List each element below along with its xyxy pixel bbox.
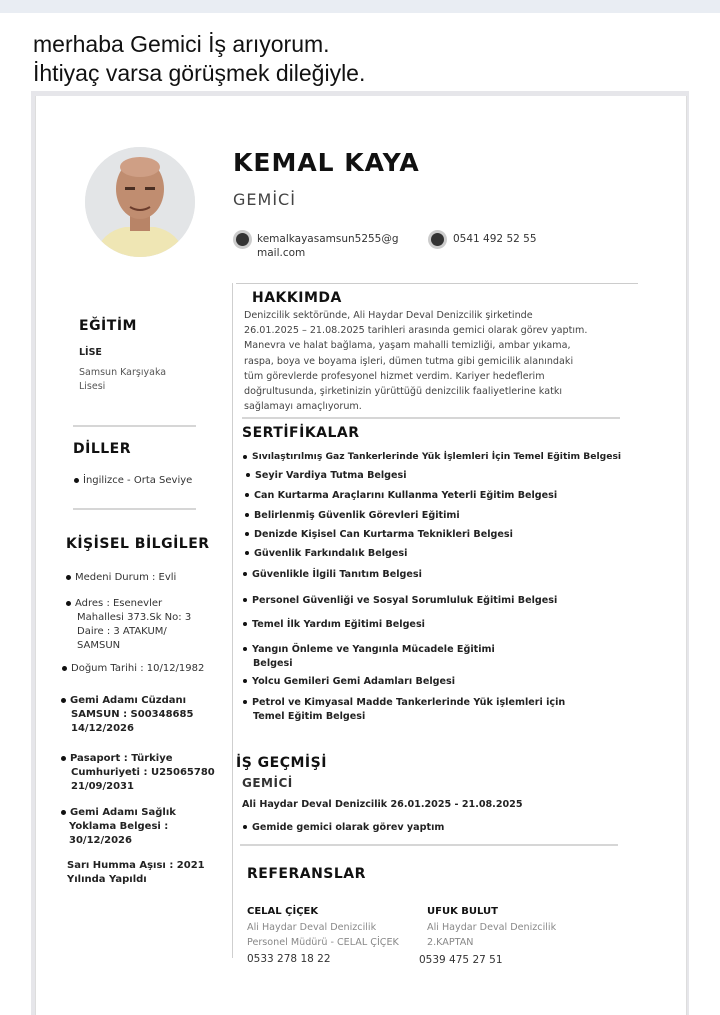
marital-status: [66, 571, 176, 585]
address-line-1: Adres : Esenevler: [75, 598, 163, 609]
certificate-item: [245, 528, 513, 542]
education-level: LİSE: [79, 347, 102, 358]
certificate-label: Personel Güvenliği ve Sosyal Sorumluluk Eğitimi Belgesi: [252, 595, 558, 606]
top-status-bar: [0, 0, 720, 13]
education-divider: [73, 425, 196, 427]
references-heading: REFERANSLAR: [247, 866, 366, 882]
reference-company: Ali Haydar Deval Denizcilik: [427, 922, 557, 933]
candidate-title: GEMİCİ: [233, 190, 296, 209]
bullet-icon: [243, 572, 247, 576]
seaman-book-line-3: 14/12/2026: [71, 723, 134, 734]
work-divider: [240, 844, 618, 846]
seaman-book-line-1: Gemi Adamı Cüzdanı: [70, 695, 187, 706]
vaccine-line-1: Sarı Humma Aşısı : 2021: [67, 860, 205, 871]
passport: [61, 752, 215, 794]
about-line: sağlamayı amaçlıyorum.: [244, 401, 362, 413]
about-line: raspa, boya ve boyama işleri, dümen tutma gibi gemicilik alanındaki: [244, 355, 574, 367]
about-line: tüm görevlerde profesyonel hizmet verdim. Kariyer hedeflerim: [244, 370, 545, 382]
reference-name: UFUK BULUT: [427, 906, 499, 917]
chat-message: [33, 30, 365, 88]
language-item: [74, 474, 192, 488]
work-role: GEMİCİ: [242, 776, 293, 790]
health-line-2: Yoklama Belgesi :: [69, 821, 169, 832]
certificate-label: Petrol ve Kimyasal Madde Tankerlerinde Yük işlemleri için: [252, 697, 566, 708]
languages-heading: DİLLER: [73, 441, 132, 457]
bullet-icon: [62, 666, 67, 671]
certificate-item: [243, 696, 565, 724]
bullet-icon: [245, 551, 249, 555]
bullet-icon: [246, 473, 250, 477]
work-duty: [243, 821, 444, 835]
reference-phone[interactable]: 0539 475 27 51: [419, 954, 503, 966]
candidate-name: KEMAL KAYA: [233, 148, 420, 177]
about-heading: HAKKIMDA: [252, 290, 342, 306]
passport-line-2: Cumhuriyeti : U25065780: [71, 767, 215, 778]
certificate-item: [243, 568, 422, 582]
certificate-label: Sıvılaştırılmış Gaz Tankerlerinde Yük İşlemleri İçin Temel Eğitim Belgesi: [252, 451, 622, 462]
certificate-label: Seyir Vardiya Tutma Belgesi: [255, 470, 407, 481]
health-line-3: 30/12/2026: [69, 835, 132, 846]
certificate-item: [243, 618, 425, 632]
school-line-2: Lisesi: [79, 381, 106, 392]
seaman-book: [61, 694, 193, 736]
phone-icon: [431, 233, 444, 246]
about-line: Denizcilik sektöründe, Ali Haydar Deval Denizcilik şirketinde: [244, 310, 533, 321]
work-heading: İŞ GEÇMİŞİ: [236, 755, 327, 771]
phone-number[interactable]: 0541 492 52 55: [453, 233, 537, 245]
certificate-item: [243, 643, 495, 671]
certificate-item: [243, 450, 621, 464]
bullet-icon: [243, 825, 247, 829]
message-line-2: İhtiyaç varsa görüşmek dileğiyle.: [33, 60, 366, 86]
reference-phone[interactable]: 0533 278 18 22: [247, 953, 331, 965]
bullet-icon: [245, 493, 249, 497]
certificate-item: [243, 594, 557, 608]
bullet-icon: [61, 698, 66, 703]
yellow-fever-vaccine: [67, 859, 205, 887]
bullet-icon: [61, 810, 66, 815]
seaman-book-line-2: SAMSUN : S00348685: [71, 709, 194, 720]
certificate-item: [245, 489, 557, 503]
column-divider: [232, 283, 233, 958]
about-line: doğrultusunda, şirketinizin yürüttüğü denizcilik faaliyetlerine katkı: [244, 386, 563, 398]
about-line: Manevra ve halat bağlama, yaşam mahalli temizliği, ambar yıkama,: [244, 340, 571, 352]
bullet-icon: [243, 700, 247, 704]
bullet-icon: [66, 601, 71, 606]
header-divider: [236, 283, 638, 284]
health-certificate: [61, 806, 176, 848]
work-company: Ali Haydar Deval Denizcilik 26.01.2025 - 21.08.2025: [242, 799, 523, 810]
certificate-label: Güvenlik Farkındalık Belgesi: [254, 548, 408, 559]
work-duty-label: Gemide gemici olarak görev yaptım: [252, 822, 445, 833]
reference-name: CELAL ÇİÇEK: [247, 906, 319, 917]
certificate-label: Can Kurtarma Araçlarını Kullanma Yeterli Eğitim Belgesi: [254, 490, 558, 501]
marital-label: Medeni Durum : Evli: [75, 572, 177, 583]
school-line-1: Samsun Karşıyaka: [79, 367, 167, 378]
passport-line-3: 21/09/2031: [71, 781, 134, 792]
languages-divider: [73, 508, 196, 510]
certificate-item: [243, 675, 455, 689]
health-line-1: Gemi Adamı Sağlık: [70, 807, 176, 818]
address: [66, 597, 191, 653]
education-school: [79, 366, 166, 394]
reference-company: Ali Haydar Deval Denizcilik: [247, 922, 377, 933]
certificate-item: [246, 469, 407, 483]
passport-line-1: Pasaport : Türkiye: [70, 753, 173, 764]
language-label: İngilizce - Orta Seviye: [83, 475, 193, 486]
address-line-4: SAMSUN: [77, 640, 121, 651]
bullet-icon: [243, 679, 247, 683]
message-line-1: merhaba Gemici İş arıyorum.: [33, 31, 330, 57]
about-line: 26.01.2025 – 21.08.2025 tarihleri arasında gemici olarak görev yaptım.: [244, 325, 588, 337]
bullet-icon: [66, 575, 71, 580]
address-line-2: Mahallesi 373.Sk No: 3: [77, 612, 192, 623]
email-link[interactable]: [257, 232, 399, 260]
bullet-icon: [61, 756, 66, 761]
bullet-icon: [74, 478, 79, 483]
bullet-icon: [243, 647, 247, 651]
certificate-label: Güvenlikle İlgili Tanıtım Belgesi: [252, 569, 422, 580]
personal-heading: KİŞİSEL BİLGİLER: [66, 536, 210, 552]
bullet-icon: [243, 622, 247, 626]
certificates-heading: SERTİFİKALAR: [242, 425, 360, 441]
email-line-1: kemalkayasamsun5255@g: [257, 233, 399, 245]
certificate-item: [245, 547, 407, 561]
birth-label: Doğum Tarihi : 10/12/1982: [71, 663, 205, 674]
bullet-icon: [245, 513, 249, 517]
certificate-label: Belirlenmiş Güvenlik Görevleri Eğitimi: [254, 510, 460, 521]
certificate-label-cont: Belgesi: [253, 658, 293, 669]
bullet-icon: [245, 532, 249, 536]
bullet-icon: [243, 455, 247, 459]
vaccine-line-2: Yılında Yapıldı: [67, 874, 147, 885]
bullet-icon: [243, 598, 247, 602]
email-icon: [236, 233, 249, 246]
reference-position: Personel Müdürü - CELAL ÇİÇEK: [247, 937, 399, 948]
address-line-3: Daire : 3 ATAKUM/: [77, 626, 167, 637]
reference-card: [247, 906, 399, 965]
about-divider: [242, 417, 620, 419]
certificate-item: [245, 509, 460, 523]
reference-position: 2.KAPTAN: [427, 937, 474, 948]
certificate-label-cont: Temel Eğitim Belgesi: [253, 711, 366, 722]
education-heading: EĞİTİM: [79, 318, 137, 334]
about-text: [244, 308, 587, 414]
certificate-label: Denizde Kişisel Can Kurtarma Teknikleri Belgesi: [254, 529, 513, 540]
email-line-2: mail.com: [257, 247, 306, 259]
profile-photo: [85, 147, 195, 257]
certificate-label: Yangın Önleme ve Yangınla Mücadele Eğitimi: [252, 644, 495, 655]
birth-date: [62, 662, 204, 676]
certificate-label: Temel İlk Yardım Eğitimi Belgesi: [252, 619, 425, 630]
certificate-label: Yolcu Gemileri Gemi Adamları Belgesi: [252, 676, 455, 687]
reference-card: [419, 906, 557, 966]
